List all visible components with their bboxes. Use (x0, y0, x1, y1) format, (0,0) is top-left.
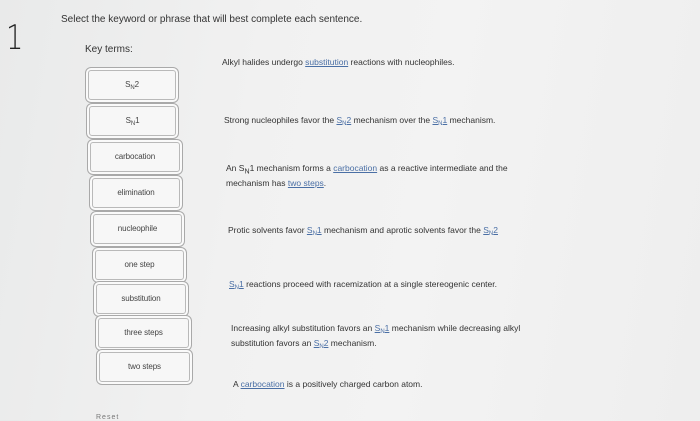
term-tile[interactable] (98, 318, 189, 348)
term-tile[interactable] (93, 214, 182, 244)
answer-blank[interactable]: $S_N1$ (306, 225, 322, 237)
sentence-line (224, 115, 495, 130)
term-tile[interactable] (99, 352, 190, 382)
term-label: elimination (117, 187, 155, 197)
answer-blank[interactable]: carbocation (333, 163, 378, 173)
term-label: three steps (124, 327, 163, 337)
instruction-text: Select the keyword or phrase that will best complete each sentence. (61, 14, 363, 25)
sentence-text: mechanism forms a (254, 163, 334, 173)
sentence-line (228, 225, 498, 240)
term-label: one step (124, 259, 155, 269)
answer-blank[interactable]: $S_N2$ (336, 115, 352, 127)
sentence-text: Increasing alkyl substitution favors an (231, 323, 375, 333)
sentence-6 (233, 379, 422, 390)
sentence-text: mechanism over the (351, 115, 433, 125)
sentence-text: is a positively charged carbon atom. (284, 379, 423, 389)
term-tile[interactable] (89, 106, 176, 136)
answer-blank[interactable]: carbocation (240, 379, 285, 389)
sentence-text: mechanism. (328, 338, 377, 348)
sentence-line (233, 379, 422, 390)
term-tile[interactable] (92, 178, 180, 208)
term-label: substitution (121, 293, 161, 303)
sentence-text: mechanism while decreasing alkyl (389, 323, 521, 333)
sentence-text: mechanism has (226, 177, 288, 188)
sentence-1 (224, 115, 495, 130)
sentence-text: Protic solvents favor (228, 225, 307, 235)
term-tile[interactable] (96, 284, 186, 314)
answer-blank[interactable]: $S_N1$ (229, 279, 244, 291)
answer-blank[interactable]: two steps (287, 177, 324, 188)
sentence-line (231, 323, 520, 338)
term-label: two steps (128, 361, 161, 371)
sentence-text: Strong nucleophiles favor the (224, 115, 337, 125)
sentence-text: reactions with nucleophiles. (348, 57, 455, 67)
sentence-text: Alkyl halides undergo (222, 57, 306, 67)
answer-blank[interactable]: $S_N1$ (432, 115, 448, 127)
sentence-text: $_N$1 (244, 163, 255, 176)
term-tile[interactable] (95, 250, 184, 280)
sentence-4 (229, 279, 497, 294)
key-terms-label: Key terms: (85, 44, 133, 55)
sentence-text: . (323, 177, 327, 188)
term-label: nucleophile (117, 223, 158, 233)
sentence-text: mechanism. (447, 115, 496, 125)
sentence-line (229, 279, 497, 294)
sentence-2 (226, 163, 508, 189)
question-number: 1 (6, 18, 24, 58)
term-tile[interactable] (88, 70, 176, 100)
sentence-3 (228, 225, 498, 240)
answer-blank[interactable]: $S_N1$ (374, 323, 390, 335)
sentence-line (222, 57, 454, 68)
answer-blank[interactable]: $S_N2$ (313, 338, 329, 350)
term-label: carbocation (114, 151, 156, 161)
term-label: $S_N2$ (125, 79, 139, 91)
sentence-line (231, 338, 520, 353)
answer-blank[interactable]: substitution (305, 57, 349, 67)
sentence-text: reactions proceed with racemization at a single stereogenic center. (243, 279, 497, 289)
term-tile[interactable] (90, 142, 180, 172)
sentence-text: A (233, 379, 241, 389)
answer-blank[interactable]: $S_N2$ (483, 225, 498, 237)
sentence-text: mechanism and aprotic solvents favor the (321, 225, 484, 235)
reset-button[interactable]: Reset (96, 414, 120, 421)
sentence-text: as a reactive intermediate and the (377, 163, 508, 173)
sentence-5 (231, 323, 520, 353)
term-label: $S_N1$ (125, 115, 140, 127)
sentence-line (226, 163, 508, 178)
sentence-text: substitution favors an (231, 338, 314, 348)
sentence-line (226, 178, 508, 189)
sentence-text: An S (226, 163, 245, 173)
sentence-0 (222, 57, 454, 68)
